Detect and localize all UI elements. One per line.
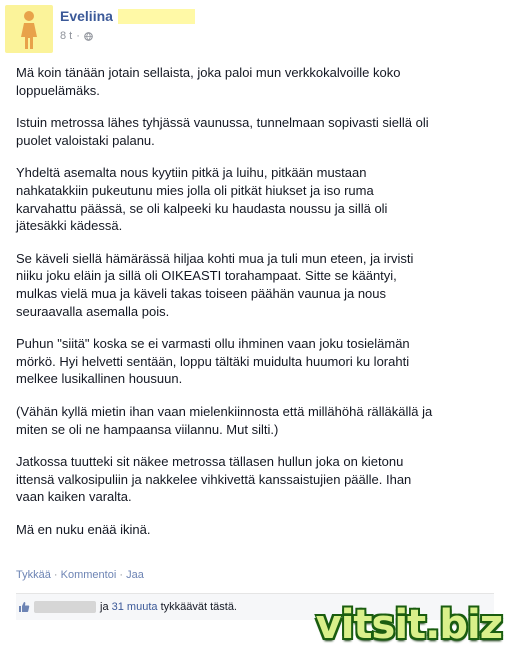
- female-user-icon: [5, 5, 53, 53]
- share-link[interactable]: Jaa: [126, 569, 144, 581]
- separator: ·: [119, 569, 124, 581]
- post-timestamp[interactable]: 8 t: [60, 30, 73, 42]
- post-body: [16, 64, 494, 553]
- profile-avatar[interactable]: [5, 5, 53, 53]
- post-actions: [16, 569, 144, 581]
- post-paragraph: Puhun "siitä" koska se ei varmasti ollu ihminen vaan joku tosielämän mörkö. Hyi helvetti sentään, loppu tältäki muidulta huumori ku lorahti melkee lusikallinen housuun.: [16, 336, 410, 387]
- post-paragraph: Mä en nuku enää ikinä.: [16, 521, 151, 537]
- likes-count-link[interactable]: 31 muuta: [111, 601, 158, 613]
- post-paragraph: Jatkossa tuutteki sit näkee metrossa tällasen hullun joka on kietonu ittensä valkosipuliin ja nakkelee vihkivettä kanssaistujien päälle. Ihan vaan kaiken varalta.: [16, 454, 412, 505]
- redacted-surname: [118, 9, 195, 24]
- post-paragraph: Istuin metrossa lähes tyhjässä vaunussa, tunnelmaan sopivasti siellä oli puolet valoistaki palanu.: [16, 115, 429, 148]
- separator: ·: [53, 569, 58, 581]
- post-paragraph: Yhdeltä asemalta nous kyytiin pitkä ja luihu, pitkään mustaan nahkatakkiin pukeutunu mies jolla oli pitkät hiukset ja iso ruma karvahattu päässä, se oli kalpeeki ku haudasta noussu ja sillä oli jätesäkki kädessä.: [16, 165, 388, 234]
- watermark-logo: vitsit.biz: [315, 602, 502, 648]
- author-name[interactable]: Eveliina: [60, 8, 113, 24]
- likes-suffix: tykkäävät tästä.: [160, 601, 237, 613]
- thumbs-up-icon: [18, 601, 30, 613]
- post-paragraph: Mä koin tänään jotain sellaista, joka paloi mun verkkokalvoille koko loppuelämäks.: [16, 65, 401, 98]
- post-paragraph: Se käveli siellä hämärässä hiljaa kohti mua ja tuli mun eteen, ja irvisti niiku joku eläin ja sillä oli OIKEASTI torahampaat. Sitte se kääntyi, mulkas vielä mua ja käveli takas toiseen päähän vaunua ja nous seuraavalla asemalla pois.: [16, 250, 414, 319]
- likes-prefix: ja: [100, 601, 109, 613]
- like-link[interactable]: Tykkää: [16, 569, 51, 581]
- post-paragraph: (Vähän kyllä mietin ihan vaan mielenkiinnosta että millähöhä rälläkällä ja miten se oli ne hampaansa viilannu. Mut silti.): [16, 403, 433, 437]
- comment-link[interactable]: Kommentoi: [60, 569, 117, 581]
- redacted-liker-name: [34, 601, 96, 613]
- post-meta: 8 t ·: [60, 29, 93, 43]
- globe-icon[interactable]: [84, 32, 93, 41]
